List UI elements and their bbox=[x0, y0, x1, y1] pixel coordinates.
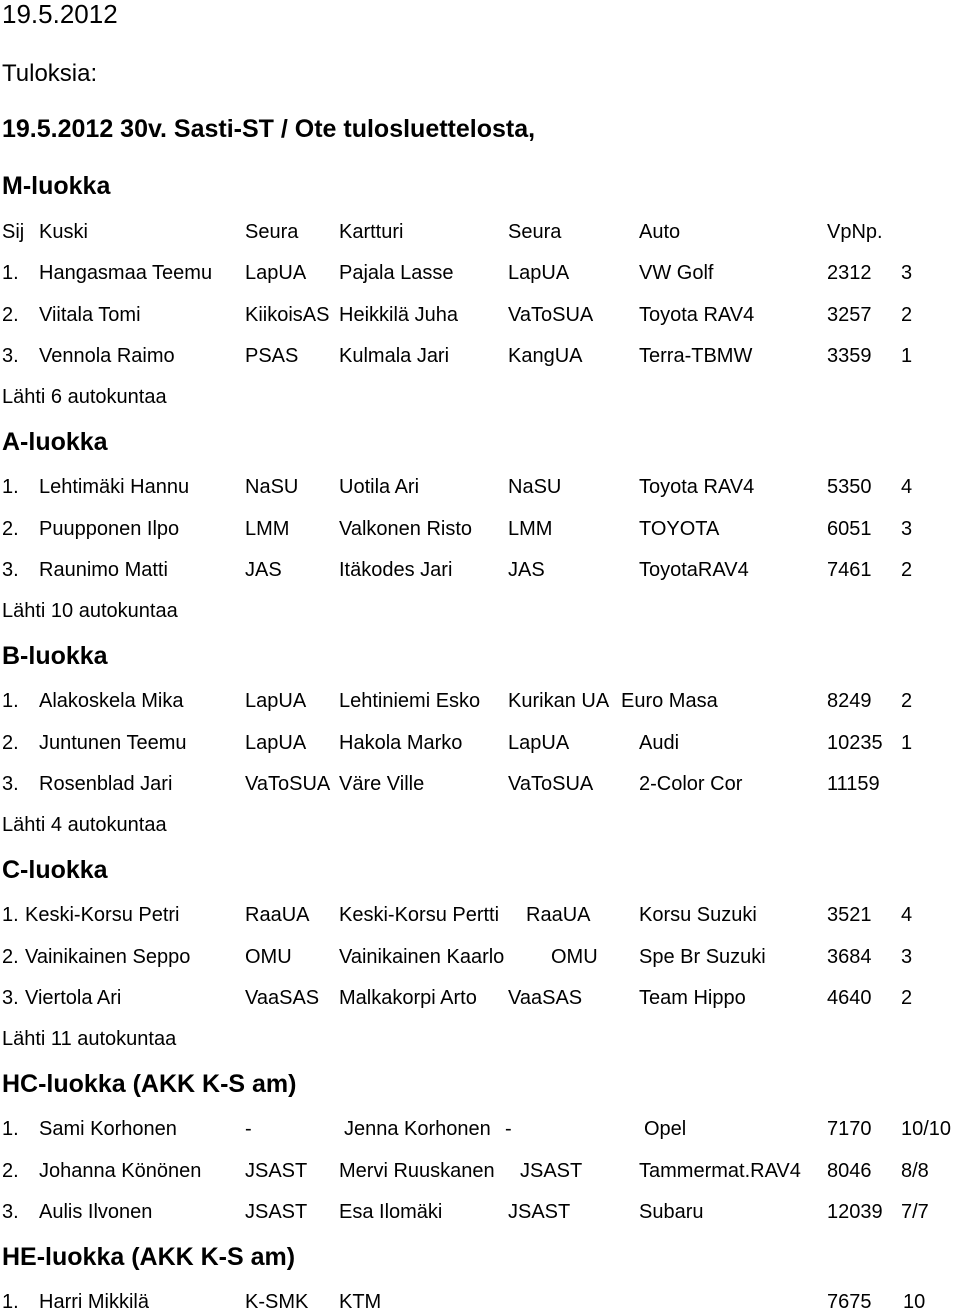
cell-seura1: KiikoisAS bbox=[245, 303, 330, 326]
cell-vpnp: 8249 bbox=[827, 690, 872, 712]
cell-seura2: NaSU bbox=[508, 476, 562, 498]
cell-kartturi: Uotila Ari bbox=[339, 476, 420, 498]
cell-seura2: LapUA bbox=[508, 262, 570, 284]
cell-kartturi: Keski-Korsu Pertti bbox=[339, 904, 500, 926]
cell-vpnp: 3257 bbox=[827, 303, 872, 326]
cell-auto: Tammermat.RAV4 bbox=[639, 1159, 801, 1182]
cell-sij: 3. bbox=[2, 1201, 19, 1223]
cell-sij: 3. bbox=[2, 987, 19, 1009]
cell-rank: 10 bbox=[903, 1290, 926, 1313]
cell-seura2: LapUA bbox=[508, 731, 570, 754]
cell-rank: 2 bbox=[901, 987, 913, 1009]
cell-kartturi: Vainikainen Kaarlo bbox=[339, 945, 505, 968]
class-section bbox=[0, 642, 960, 840]
cell-kartturi: Lehtiniemi Esko bbox=[339, 690, 481, 712]
result-row bbox=[0, 1198, 960, 1226]
cell-vpnp: 4640 bbox=[827, 987, 872, 1009]
cell-seura1: VaaSAS bbox=[245, 987, 320, 1009]
cell-seura1: PSAS bbox=[245, 345, 299, 367]
document-date: 19.5.2012 bbox=[2, 0, 118, 29]
cell-kartturi: Kulmala Jari bbox=[339, 345, 450, 367]
cell-seura2: KangUA bbox=[508, 345, 583, 367]
starters-note: Lähti 10 autokuntaa bbox=[2, 600, 178, 622]
cell-kuski: Sami Korhonen bbox=[39, 1118, 177, 1140]
cell-vpnp: 6051 bbox=[827, 517, 872, 540]
cell-rank: 3 bbox=[901, 517, 913, 540]
cell-auto: 2-Color Cor bbox=[639, 773, 743, 795]
cell-auto: Spe Br Suzuki bbox=[639, 945, 766, 968]
class-section bbox=[0, 1243, 960, 1316]
document-title: 19.5.2012 30v. Sasti-ST / Ote tulosluettelosta, bbox=[2, 115, 536, 143]
cell-kuski: Juntunen Teemu bbox=[39, 731, 187, 754]
cell-kartturi: Esa Ilomäki bbox=[339, 1201, 443, 1223]
cell-kartturi: Hakola Marko bbox=[339, 731, 463, 754]
cell-kartturi: Heikkilä Juha bbox=[339, 303, 458, 326]
cell-kuski: Vennola Raimo bbox=[39, 345, 175, 367]
cell-seura1: VaToSUA bbox=[245, 773, 331, 795]
cell-seura1: RaaUA bbox=[245, 904, 310, 926]
cell-sij: 2. bbox=[2, 1159, 19, 1182]
result-row bbox=[0, 342, 960, 370]
cell-vpnp: 3359 bbox=[827, 345, 872, 367]
cell-kartturi: Itäkodes Jari bbox=[339, 559, 453, 581]
cell-vpnp: 7461 bbox=[827, 559, 872, 581]
cell-kartturi: Pajala Lasse bbox=[339, 262, 454, 284]
cell-sij: 1. bbox=[2, 690, 19, 712]
cell-sij: 1. bbox=[2, 904, 19, 926]
cell-seura2: OMU bbox=[551, 945, 598, 968]
cell-rank: 3 bbox=[901, 262, 913, 284]
starters-note: Lähti 11 autokuntaa bbox=[2, 1028, 177, 1050]
cell-seura2: VaToSUA bbox=[508, 303, 594, 326]
result-row bbox=[0, 259, 960, 287]
result-row bbox=[0, 770, 960, 798]
cell-sij: 1. bbox=[2, 476, 19, 498]
starters-note: Lähti 6 autokuntaa bbox=[2, 386, 167, 408]
cell-kartturi: Väre Ville bbox=[339, 773, 425, 795]
cell-kuski: Keski-Korsu Petri bbox=[25, 904, 180, 926]
cell-vpnp: 11159 bbox=[827, 773, 880, 795]
results-list bbox=[0, 172, 960, 1316]
class-section bbox=[0, 172, 960, 411]
cell-kuski: Viitala Tomi bbox=[39, 303, 141, 326]
cell-seura1: JSAST bbox=[245, 1201, 308, 1223]
column-header-sij: Sij bbox=[2, 220, 25, 243]
result-row bbox=[0, 687, 960, 715]
class-section bbox=[0, 1070, 960, 1227]
result-row bbox=[0, 556, 960, 584]
cell-auto: Korsu Suzuki bbox=[639, 904, 757, 926]
cell-sij: 3. bbox=[2, 345, 19, 367]
cell-kuski: Johanna Könönen bbox=[39, 1159, 202, 1182]
cell-sij: 2. bbox=[2, 517, 19, 540]
cell-rank: 8/8 bbox=[901, 1159, 929, 1182]
cell-seura2: - bbox=[505, 1118, 512, 1140]
result-row bbox=[0, 901, 960, 929]
cell-sij: 1. bbox=[2, 262, 19, 284]
cell-sij: 3. bbox=[2, 773, 19, 795]
cell-kuski: Lehtimäki Hannu bbox=[39, 476, 190, 498]
class-heading: A-luokka bbox=[2, 427, 108, 456]
cell-vpnp: 3684 bbox=[827, 945, 872, 968]
result-row bbox=[0, 943, 960, 971]
class-heading: B-luokka bbox=[2, 641, 108, 670]
cell-sij: 1. bbox=[2, 1118, 19, 1140]
result-row bbox=[0, 1157, 960, 1185]
intro-text: Tuloksia: bbox=[2, 60, 98, 87]
cell-seura2: VaaSAS bbox=[508, 987, 583, 1009]
cell-seura1: OMU bbox=[245, 945, 292, 968]
cell-sij: 2. bbox=[2, 945, 19, 968]
cell-kartturi: Malkakorpi Arto bbox=[339, 987, 477, 1009]
cell-kuski: Harri Mikkilä bbox=[39, 1290, 149, 1313]
cell-kuski: Alakoskela Mika bbox=[39, 690, 184, 712]
result-row bbox=[0, 984, 960, 1012]
cell-rank: 2 bbox=[901, 559, 913, 581]
cell-auto: Opel bbox=[644, 1118, 687, 1140]
cell-sij: 1. bbox=[2, 1290, 19, 1313]
cell-vpnp: 3521 bbox=[827, 904, 872, 926]
cell-kuski: Vainikainen Seppo bbox=[25, 945, 191, 968]
cell-kartturi: Jenna Korhonen bbox=[344, 1118, 491, 1140]
cell-seura1: LapUA bbox=[245, 262, 307, 284]
cell-vpnp: 10235 bbox=[827, 731, 883, 754]
class-heading: C-luokka bbox=[2, 855, 108, 884]
cell-rank: 1 bbox=[901, 731, 913, 754]
cell-vpnp: 5350 bbox=[827, 476, 872, 498]
column-header-row bbox=[0, 218, 960, 246]
cell-auto: Subaru bbox=[639, 1201, 704, 1223]
cell-kuski: Raunimo Matti bbox=[39, 559, 168, 581]
cell-auto: Team Hippo bbox=[639, 987, 746, 1009]
cell-auto: TOYOTA bbox=[639, 517, 720, 540]
cell-seura2: JSAST bbox=[520, 1159, 583, 1182]
column-header-kartturi: Kartturi bbox=[339, 220, 404, 243]
class-heading: HC-luokka (AKK K-S am) bbox=[2, 1069, 297, 1098]
cell-seura2: LMM bbox=[508, 517, 553, 540]
cell-seura2: JSAST bbox=[508, 1201, 571, 1223]
cell-rank: 10/10 bbox=[901, 1118, 952, 1140]
cell-seura1: JAS bbox=[245, 559, 282, 581]
cell-rank: 7/7 bbox=[901, 1201, 929, 1223]
cell-auto: Toyota RAV4 bbox=[639, 476, 755, 498]
class-section bbox=[0, 856, 960, 1054]
cell-kuski: Viertola Ari bbox=[25, 987, 122, 1009]
class-section bbox=[0, 428, 960, 626]
cell-vpnp: 2312 bbox=[827, 262, 872, 284]
cell-vpnp: 8046 bbox=[827, 1159, 872, 1182]
result-row bbox=[0, 515, 960, 543]
class-heading: HE-luokka (AKK K-S am) bbox=[2, 1242, 296, 1271]
cell-rank: 4 bbox=[901, 476, 913, 498]
cell-seura1: JSAST bbox=[245, 1159, 308, 1182]
cell-rank: 2 bbox=[901, 690, 913, 712]
cell-seura2: RaaUA bbox=[526, 904, 591, 926]
column-header-auto: Auto bbox=[639, 220, 681, 243]
cell-auto: VW Golf bbox=[639, 262, 714, 284]
starters-note: Lähti 4 autokuntaa bbox=[2, 814, 167, 836]
column-header-seura2: Seura bbox=[508, 220, 562, 243]
cell-seura1: - bbox=[245, 1118, 252, 1140]
cell-rank: 1 bbox=[901, 345, 913, 367]
result-row bbox=[0, 1115, 960, 1143]
cell-rank: 2 bbox=[901, 303, 913, 326]
cell-kuski: Aulis Ilvonen bbox=[39, 1201, 153, 1223]
cell-sij: 3. bbox=[2, 559, 19, 581]
cell-auto: Audi bbox=[639, 731, 680, 754]
cell-rank: 4 bbox=[901, 904, 913, 926]
cell-auto: Euro Masa bbox=[621, 690, 718, 712]
cell-auto: ToyotaRAV4 bbox=[639, 559, 749, 581]
column-header-vpnp: VpNp. bbox=[827, 220, 883, 243]
cell-seura2: Kurikan UA bbox=[508, 690, 610, 712]
cell-seura2: JAS bbox=[508, 559, 545, 581]
result-row bbox=[0, 301, 960, 329]
cell-sij: 2. bbox=[2, 731, 19, 754]
cell-kartturi: Mervi Ruuskanen bbox=[339, 1159, 495, 1182]
column-header-seura1: Seura bbox=[245, 220, 299, 243]
result-row bbox=[0, 473, 960, 501]
cell-kartturi: KTM bbox=[339, 1290, 382, 1313]
class-heading: M-luokka bbox=[2, 172, 111, 200]
cell-vpnp: 7675 bbox=[827, 1290, 872, 1313]
cell-seura1: NaSU bbox=[245, 476, 299, 498]
cell-sij: 2. bbox=[2, 303, 19, 326]
cell-auto: Terra-TBMW bbox=[639, 345, 753, 367]
cell-auto: Toyota RAV4 bbox=[639, 303, 755, 326]
cell-rank: 3 bbox=[901, 945, 913, 968]
cell-vpnp: 7170 bbox=[827, 1118, 872, 1140]
column-header-kuski: Kuski bbox=[39, 220, 88, 243]
cell-kuski: Hangasmaa Teemu bbox=[39, 262, 213, 284]
cell-seura1: LMM bbox=[245, 517, 290, 540]
cell-kartturi: Valkonen Risto bbox=[339, 517, 473, 540]
cell-seura1: K-SMK bbox=[245, 1290, 309, 1313]
result-row bbox=[0, 1288, 960, 1316]
cell-kuski: Rosenblad Jari bbox=[39, 773, 173, 795]
cell-vpnp: 12039 bbox=[827, 1201, 883, 1223]
cell-kuski: Puupponen Ilpo bbox=[39, 517, 180, 540]
cell-seura1: LapUA bbox=[245, 690, 307, 712]
cell-seura1: LapUA bbox=[245, 731, 307, 754]
cell-seura2: VaToSUA bbox=[508, 773, 594, 795]
result-row bbox=[0, 729, 960, 757]
